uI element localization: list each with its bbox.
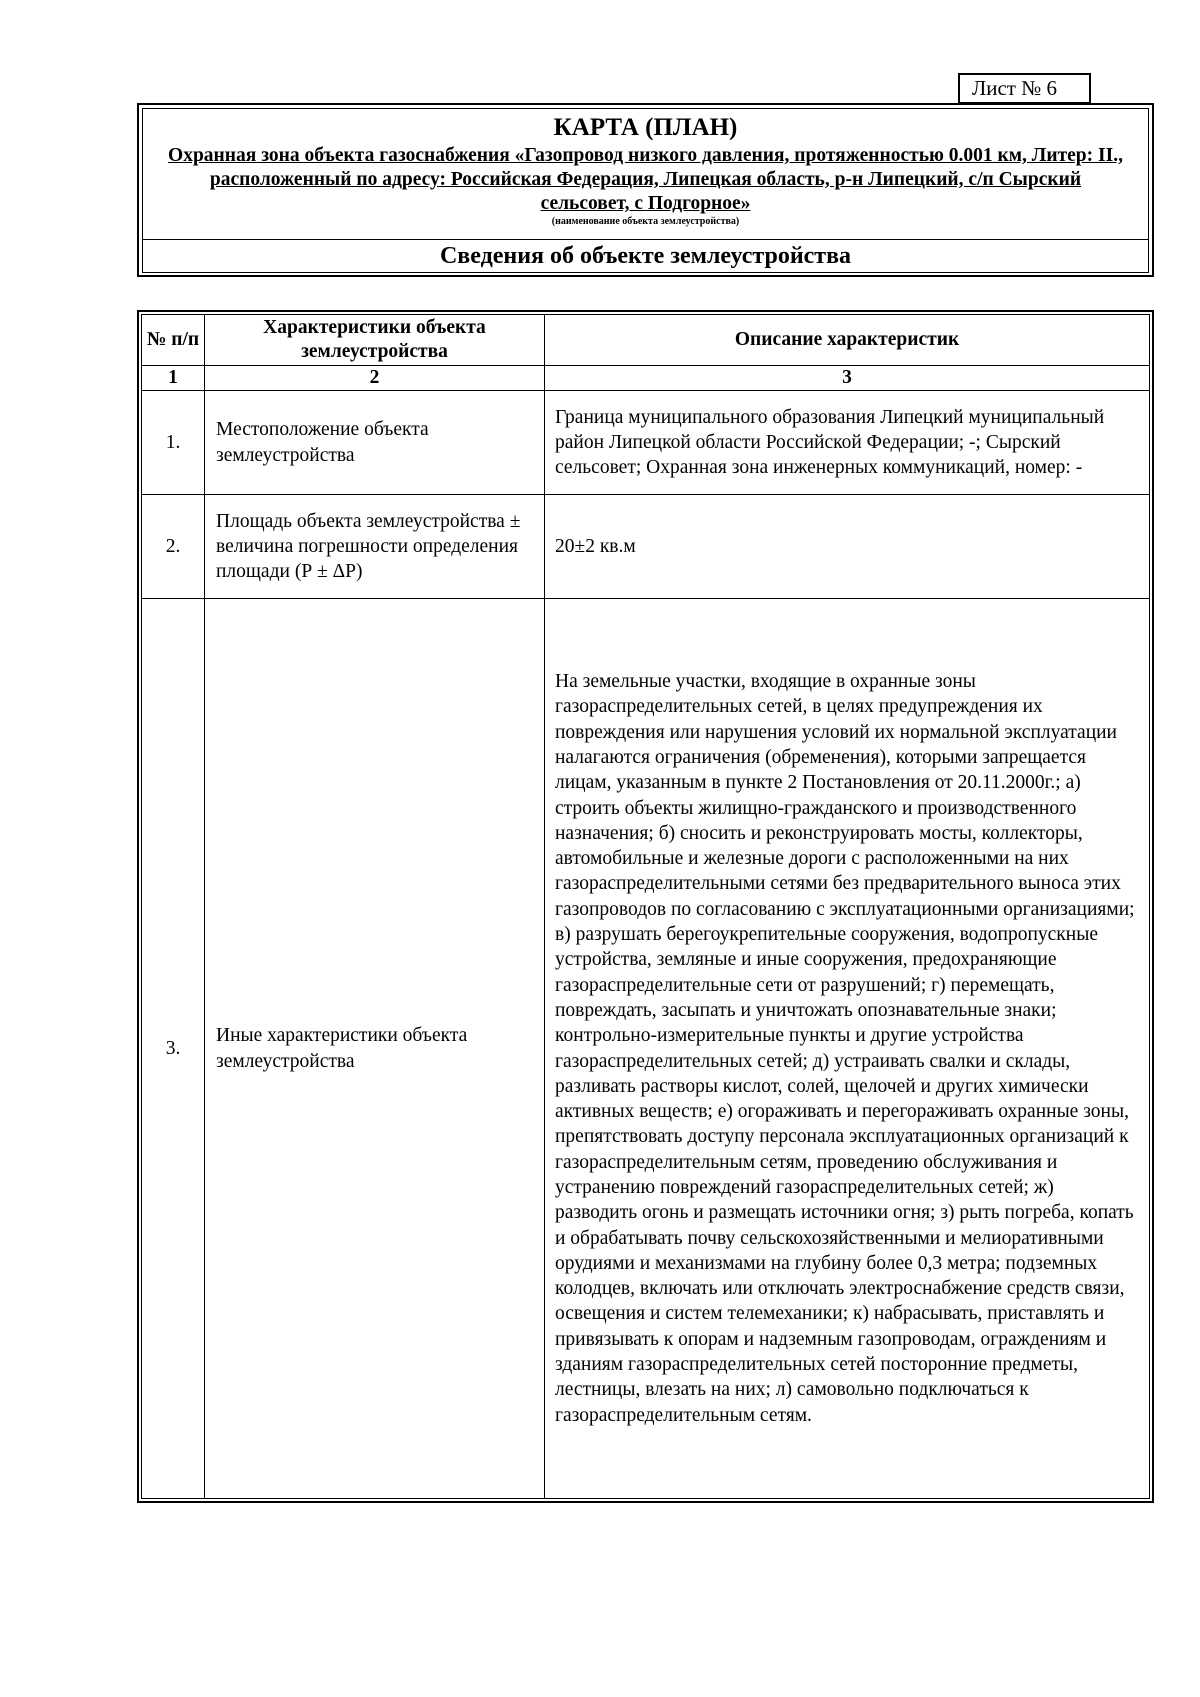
row-description: На земельные участки, входящие в охранные зоны газораспределительных сетей, в целях предупреждения их повреждения или нарушения условий их нормальной эксплуатации налагаются ограничения (обременения), которыми запрещается лицам, указанным в пункте 2 Постановления от 20.11.2000г.; а) строить объекты жилищно-гражданского и производственного назначения; б) сносить и реконструировать мосты, коллекторы, автомобильные и железные дороги с расположенными на них газораспределительными сетями без предварительного выноса этих газопроводов по согласованию с эксплуатационными организациями; в) разрушать берегоукрепительные сооружения, водопропускные устройства, земляные и иные сооружения, предохраняющие газораспределительные сети от разрушений; г) перемещать, повреждать, засыпать и уничтожать опознавательные знаки; контрольно-измерительные пункты и другие устройства газораспределительных сетей; д) устраивать свалки и склады, разливать растворы кислот, солей, щелочей и других химически активных веществ; е) огораживать и перегораживать охранные зоны, препятствовать доступу персонала эксплуатационных организаций к газораспределительным сетям, проведению обслуживания и устранению повреждений газораспределительных сетей; ж) разводить огонь и размещать источники огня; з) рыть погреба, копать и обрабатывать почву сельскохозяйственными и мелиоративными орудиями и механизмами на глубину более 0,3 метра; подземных колодцев, включать или отключать электроснабжение средств связи, освещения и систем телемеханики; к) набрасывать, приставлять и привязывать к опорам и надземным газопроводам, ограждениям и зданиям газораспределительных сетей посторонние предметы, лестницы, влезать на них; л) самовольно подключаться к газораспределительным сетям. [545,599,1150,1499]
column-header-description: Описание характеристик [545,315,1150,366]
row-characteristic: Местоположение объекта землеустройства [205,391,545,495]
row-characteristic: Площадь объекта землеустройства ± величина погрешности определения площади (Р ± ΔР) [205,495,545,599]
characteristics-table-frame [137,310,1154,1503]
section-title-block [142,240,1149,273]
column-header-characteristic: Характеристики объекта землеустройства [205,315,545,366]
table-row [142,391,1150,495]
column-number: 3 [545,366,1150,391]
map-title: КАРТА (ПЛАН) [553,114,738,141]
table-row [142,495,1150,599]
section-title: Сведения об объекте землеустройства [439,243,852,269]
document-header [137,103,1154,277]
row-index: 3. [142,599,205,1499]
table-header-row [142,315,1150,366]
title-block [142,108,1149,240]
object-name-caption: (наименование объекта землеустройства) [551,216,740,227]
column-header-number: № п/п [142,315,205,366]
row-description: Граница муниципального образования Липецкий муниципальный район Липецкой области Российской Федерации; -; Сырский сельсовет; Охранная зона инженерных коммуникаций, номер: - [545,391,1150,495]
row-index: 1. [142,391,205,495]
characteristics-table [141,314,1150,1499]
object-name: Охранная зона объекта газоснабжения «Газопровод низкого давления, протяженностью 0.001 км, Литер: II., расположенный по адресу: Российская Федерация, Липецкая область, р-н Липецкий, с/п Сырский сельсовет, с Подгорное» [168,145,1123,214]
column-number: 1 [142,366,205,391]
row-description: 20±2 кв.м [545,495,1150,599]
column-number: 2 [205,366,545,391]
table-row [142,599,1150,1499]
sheet-number: Лист № 6 [958,73,1091,104]
column-number-row [142,366,1150,391]
row-characteristic: Иные характеристики объекта землеустройства [205,599,545,1499]
row-index: 2. [142,495,205,599]
